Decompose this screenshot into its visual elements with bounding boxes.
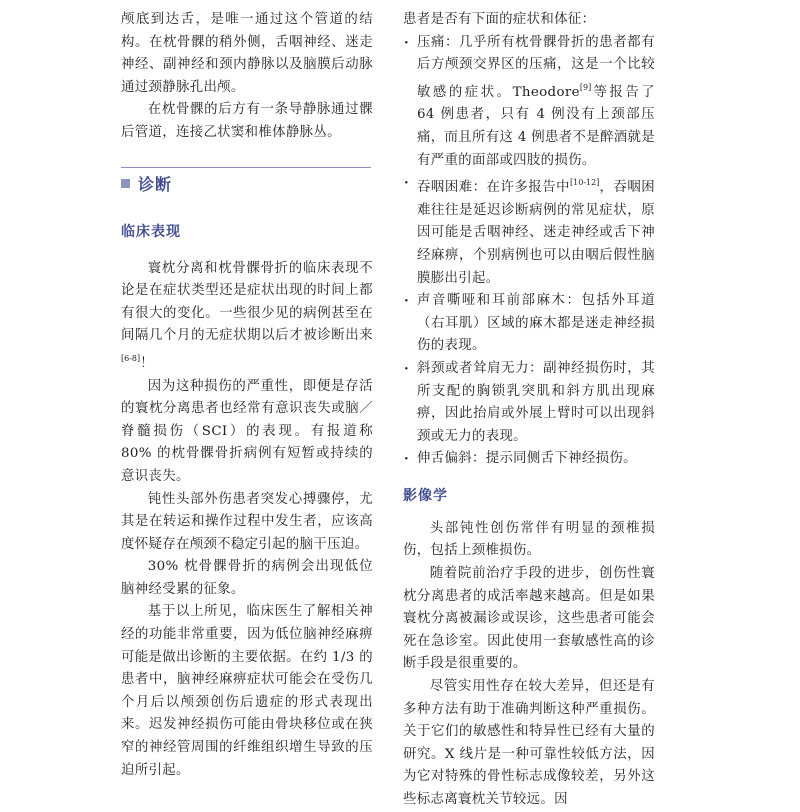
symptom-torticollis: 斜颈或者耸肩无力：副神经损伤时，其所支配的胸锁乳突肌和斜方肌出现麻痹，因此抬肩或外展上臂时可以出现斜颈或无力的表现。 (417, 360, 655, 444)
paragraph-clinical-2: 因为这种损伤的严重性，即便是存活的寰枕分离患者也经常有意识丧失或脑／脊髓损伤（SCI）的表现。有报道称 80% 的枕骨髁骨折病例有短暂或持续的意识丧失。 (121, 378, 373, 484)
paragraph-imaging-2: 随着院前治疗手段的进步，创伤性寰枕分离患者的成活率越来越高。但是如果寰枕分离被漏诊或误诊，这些患者可能会死在急诊室。因此使用一套敏感性高的诊断手段是很重要的。 (403, 566, 655, 672)
paragraph-imaging-1: 头部钝性创伤常伴有明显的颈椎损伤，包括上颈椎损伤。 (403, 520, 655, 559)
symptom-hoarseness: 声音嘶哑和耳前部麻木：包括外耳道（右耳肌）区域的麻木都是迷走神经损伤的表现。 (417, 293, 655, 354)
list-item (403, 448, 655, 471)
symptom-tongue-deviation: 伸舌偏斜：提示同侧舌下神经损伤。 (417, 451, 637, 467)
section-heading (121, 171, 373, 197)
paragraph-imaging-3: 尽管实用性存在较大差异，但还是有多种方法有助于准确判断这种严重损伤。关于它们的敏感性和特异性已经有大量的研究。X 线片是一种可靠性较低方法，因为它对特殊的骨性标志成像较差，另外这些标志离寰枕关节较远。因 (403, 679, 655, 807)
list-item (403, 172, 655, 290)
paragraph-clinical-4: 30% 枕骨髁骨折的病例会出现低位脑神经受累的征象。 (121, 559, 373, 597)
paragraph-anatomy-1: 颅底到达舌，是唯一通过这个管道的结构。在枕骨髁的稍外侧，舌咽神经、迷走神经、副神经和颈内静脉以及脑膜后动脉通过颈静脉孔出颅。 (121, 12, 373, 95)
paragraph-clinical-1 (121, 258, 373, 376)
symptom-tenderness-cont: 等报告了 64 例患者，只有 4 例没有上颈部压痛，而且所有这 4 例患者不是醉酒就是有严重的面部或四肢的损伤。 (417, 84, 656, 168)
symptom-list (403, 32, 655, 471)
paragraph-clinical-5: 基于以上所见，临床医生了解相关神经的功能非常重要，因为低位脑神经麻痹可能是做出诊断的主要依据。在约 1/3 的患者中，脑神经麻痹症状可能会在受伤几个月后以颅颈创伤后遗症的形式表现出来。迟发神经损伤可能由骨块移位或在狭窄的神经管周围的纤维组织增生导致的压迫所引起。 (121, 604, 373, 778)
right-column (403, 0, 655, 812)
section-divider (121, 167, 371, 168)
paragraph-clinical-1-text: 寰枕分离和枕骨髁骨折的临床表现不论是在症状类型还是症状出现的时间上都有很大的变化。一些很少见的病例甚至在间隔几个月的无症状期以后才被诊断出来 (121, 260, 373, 344)
subsection-clinical-title: 临床表现 (121, 223, 181, 240)
symptom-dysphagia-cont: ，吞咽困难往往是延迟诊断病例的常见症状，原因可能是舌咽神经、迷走神经或舌下神经麻痹，个别病例也可以由咽后假性脑膜膨出引起。 (417, 180, 655, 286)
list-item (403, 290, 655, 358)
section-title-diagnosis: 诊断 (138, 175, 173, 195)
subsection-imaging-title: 影像学 (403, 487, 448, 504)
list-item (403, 32, 655, 173)
list-item (403, 358, 655, 448)
symptom-intro: 患者是否有下面的症状和体征： (403, 12, 596, 27)
section-square-icon (121, 179, 130, 188)
paragraph-clinical-3: 钝性头部外伤患者突发心搏骤停，尤其是在转运和操作过程中发生者，应该高度怀疑存在颅颈不稳定引起的脑干压迫。 (121, 491, 373, 552)
symptom-dysphagia: 吞咽困难：在许多报告中 (417, 180, 571, 196)
symptom-tenderness: 压痛：几乎所有枕骨髁骨折的患者都有后方颅颈交界区的压痛，这是一个比较敏感的症状。Theodore (417, 34, 655, 100)
paragraph-clinical-1-tail: ！ (140, 355, 154, 371)
reference-10-12: [10-12] (570, 178, 600, 188)
left-column (121, 0, 373, 782)
paragraph-anatomy-2: 在枕骨髁的后方有一条导静脉通过髁后管道，连接乙状窦和椎体静脉丛。 (121, 102, 373, 140)
reference-9: [9] (579, 82, 592, 92)
reference-6-8: [6-8] (121, 353, 141, 363)
